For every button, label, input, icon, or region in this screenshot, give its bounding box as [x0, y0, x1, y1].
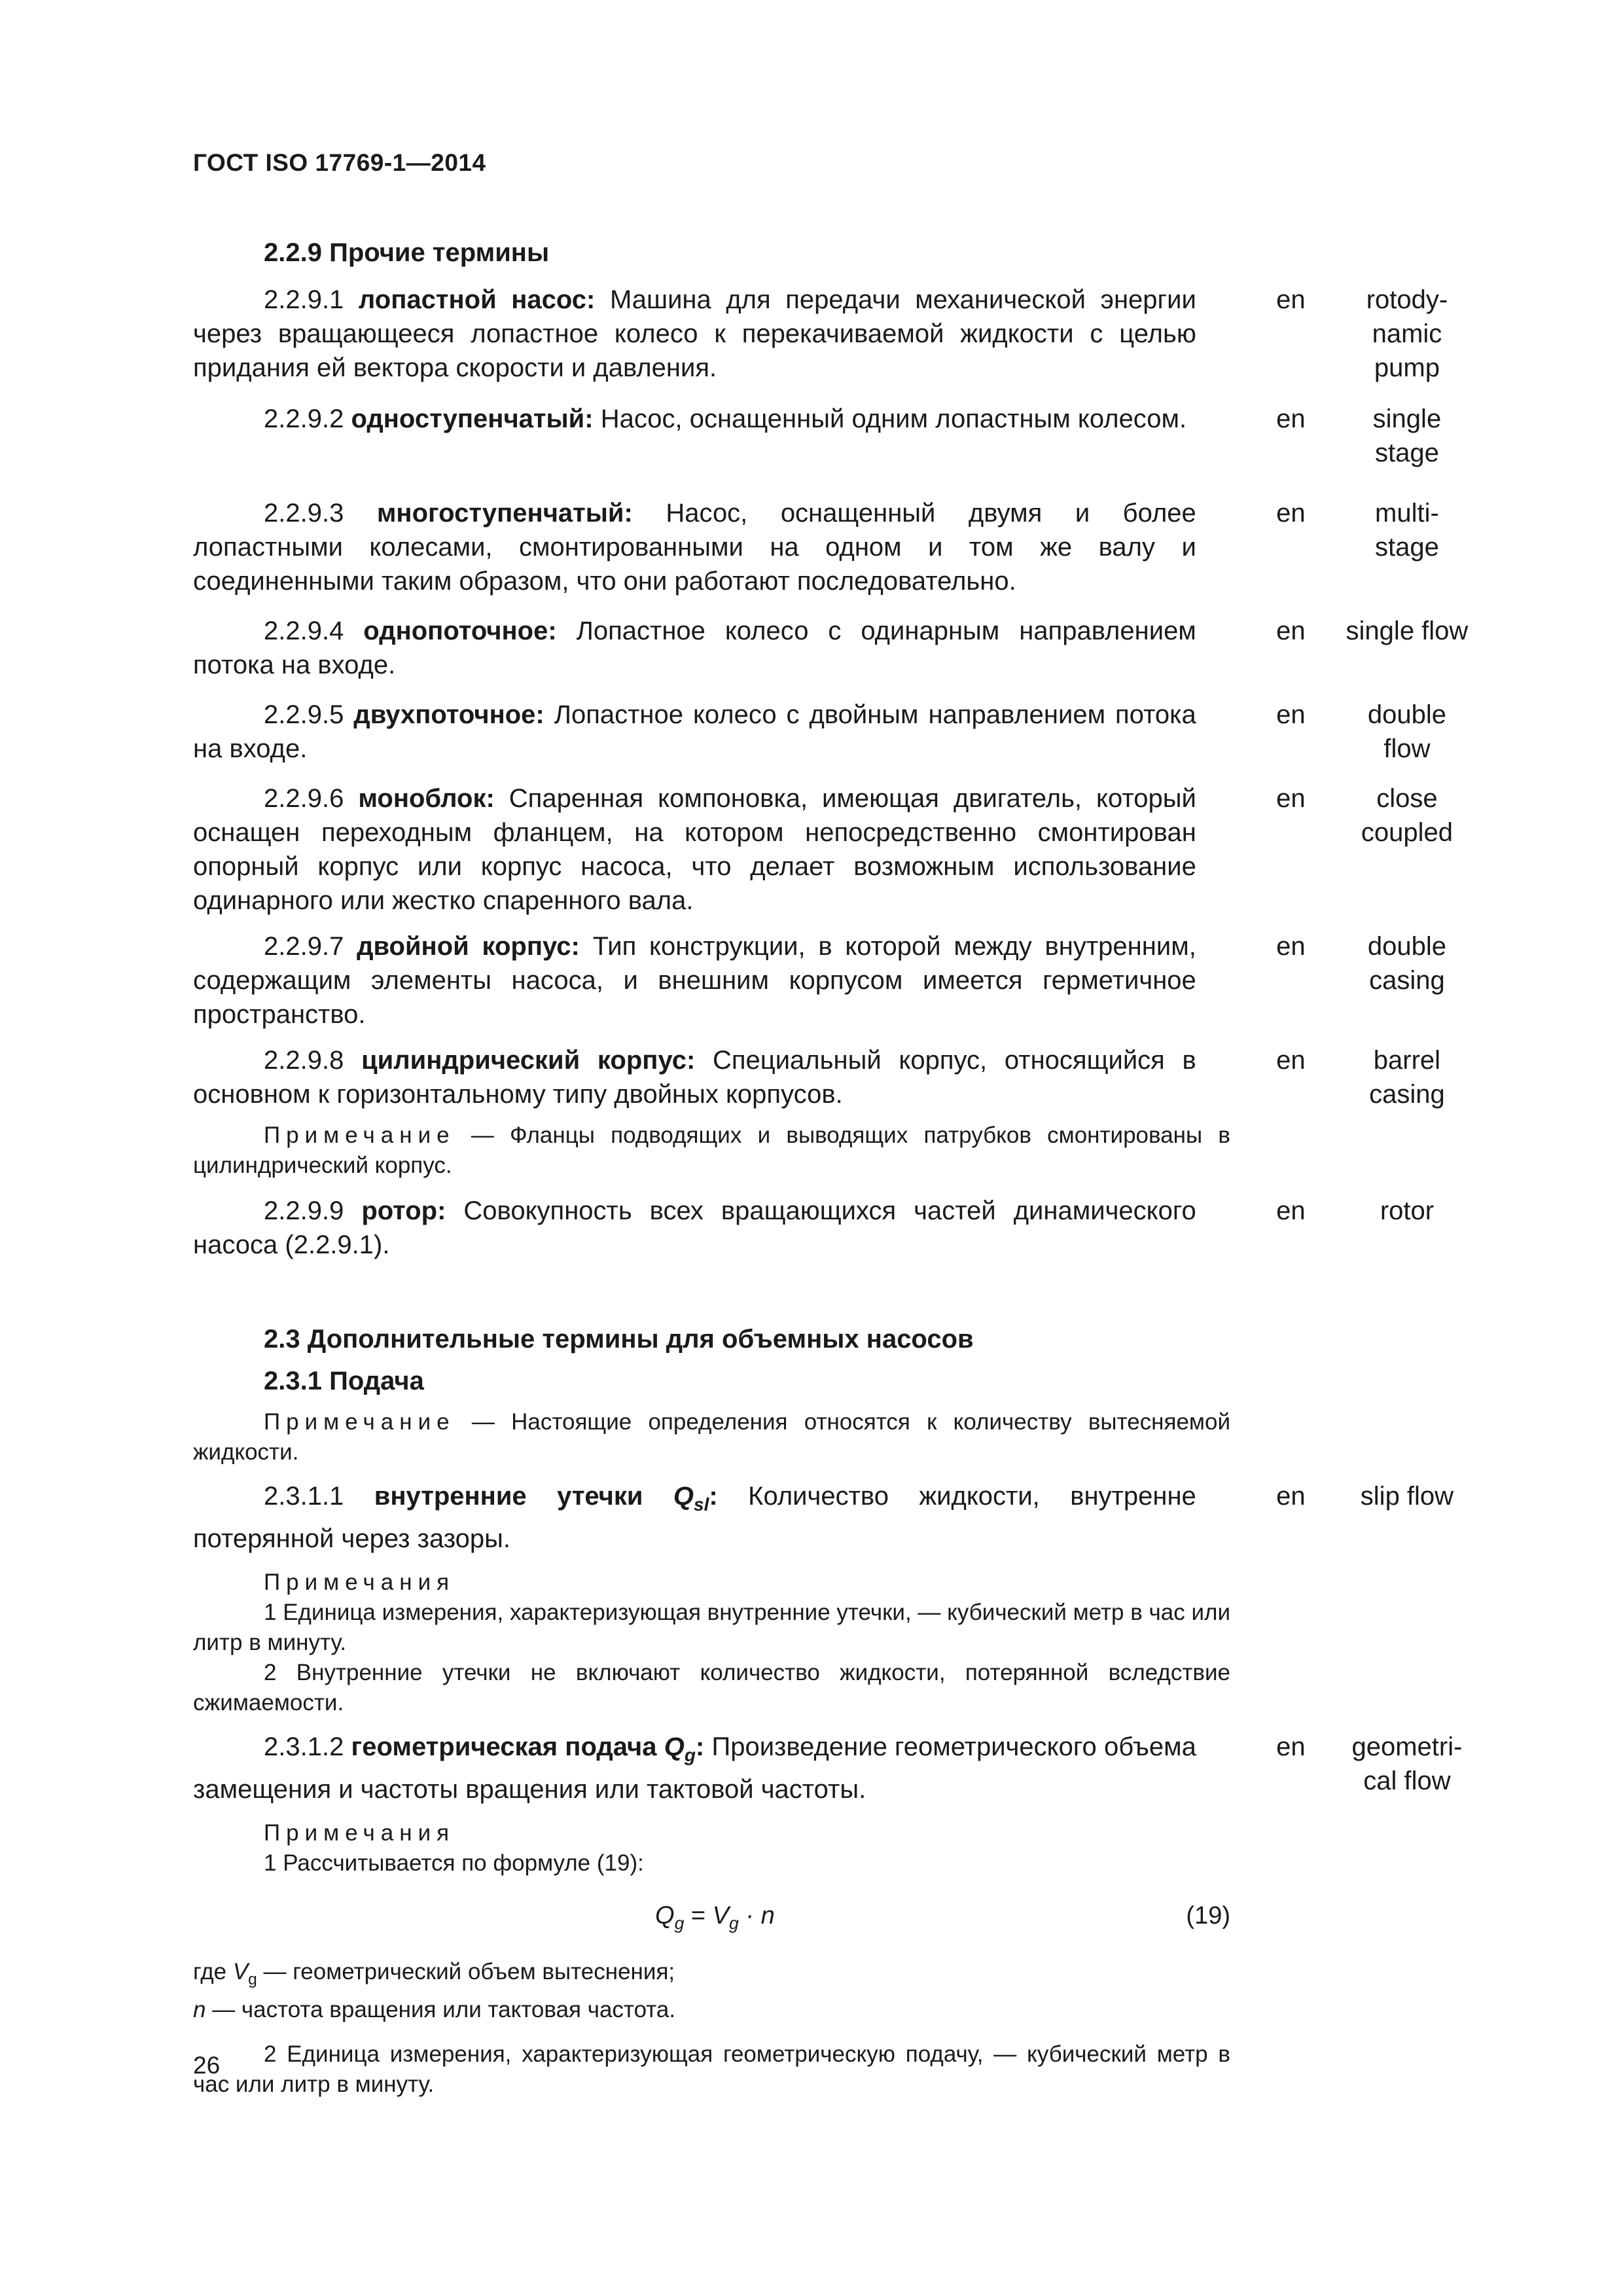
term-definition: Насос, оснащенный двумя и более лопастными колесами, смонтированными на одном и том же валу и соединенными таким образом, что они работают последовательно.: [193, 499, 1196, 596]
term-body: [193, 283, 1196, 385]
term-definition: Насос, оснащенный одним лопастным колесом.: [593, 404, 1187, 433]
term-lang: en: [1276, 1196, 1306, 1225]
note-item: 1 Рассчитывается по формуле (19):: [264, 1850, 644, 1876]
term-english: slip flow: [1360, 1482, 1454, 1511]
formula-rhs-sub: g: [729, 1913, 739, 1933]
term-definition: Специальный корпус, относящийся в основном к горизонтальному типу двойных корпусов.: [193, 1046, 1196, 1109]
term-row: [193, 698, 1502, 766]
term-body: [193, 1730, 1196, 1806]
term-definition: Совокупность всех вращающихся частей динамического насоса (2.2.9.1).: [193, 1196, 1196, 1259]
legend-line-2: [193, 1995, 1230, 2025]
term-english: geometri- cal flow: [1351, 1732, 1463, 1795]
term-name: моноблок:: [358, 784, 495, 813]
term-english: double flow: [1367, 700, 1446, 763]
formula-number: (19): [1186, 1902, 1230, 1929]
term-name: геометрическая подача: [351, 1732, 657, 1761]
term-symbol-sub: sl: [694, 1494, 709, 1515]
notes-label: Примечания: [264, 1820, 455, 1846]
term-number: 2.3.1.2: [264, 1732, 344, 1761]
term-colon: :: [709, 1482, 718, 1511]
term-colon: :: [695, 1732, 705, 1761]
term-row: [193, 283, 1502, 385]
formula-19: [193, 1898, 1230, 1937]
formula-lhs-sub: g: [674, 1913, 685, 1933]
term-2-3-1-2: [193, 1730, 1502, 1806]
notes-2-3-1-2: [193, 1818, 1230, 1878]
term-body: [193, 1043, 1196, 1111]
term-row: [193, 1043, 1502, 1111]
term-definition: Лопастное колесо с двойным направлением потока на входе.: [193, 700, 1196, 763]
note-item: 2 Внутренние утечки не включают количество жидкости, потерянной вследствие сжимаемости.: [193, 1660, 1230, 1715]
term-row: [193, 929, 1502, 1031]
term-number: 2.2.9.3: [264, 499, 344, 528]
legend-symbol: n: [193, 1997, 206, 2022]
term-english: close coupled: [1361, 784, 1453, 847]
term-body: [193, 781, 1196, 918]
term-name: многоступенчатый:: [376, 499, 633, 528]
term-row: [193, 781, 1502, 918]
legend-symbol-sub: g: [248, 1971, 257, 1988]
term-english: single flow: [1346, 617, 1469, 645]
legend-symbol: V: [232, 1959, 249, 1984]
note-item: 2 Единица измерения, характеризующая геометрическую подачу, — кубический метр в час или литр в минуту.: [193, 2041, 1230, 2097]
term-english: barrel casing: [1369, 1046, 1445, 1109]
term-number: 2.2.9.6: [264, 784, 344, 813]
note-2-3-1: [193, 1407, 1230, 1467]
term-number: 2.2.9.7: [264, 932, 344, 961]
term-definition: Спаренная компоновка, имеющая двигатель, который оснащен переходным фланцем, на котором непосредственно смонтирован опорный корпус или корпус насоса, что делает возможным использование одинарного или жестко спаренного вала.: [193, 784, 1196, 915]
section-heading-2-3-1: 2.3.1 Подача: [264, 1367, 424, 1395]
note-item: 1 Единица измерения, характеризующая внутренние утечки, — кубический метр в час или литр в минуту.: [193, 1600, 1231, 1655]
term-number: 2.2.9.2: [264, 404, 344, 433]
term-definition: Количество жидкости, внутренне потерянной через зазоры.: [193, 1482, 1196, 1553]
term-row: [193, 496, 1502, 598]
page-number: 26: [193, 2052, 221, 2079]
section-heading-2-3: 2.3 Дополнительные термины для объемных насосов: [264, 1325, 974, 1354]
term-lang: en: [1276, 784, 1306, 813]
term-english: rotody- namic pump: [1366, 285, 1448, 382]
formula-rhs: V: [712, 1902, 730, 1929]
term-row: [193, 402, 1502, 470]
term-symbol: Q: [664, 1732, 685, 1761]
term-name: лопастной насос:: [358, 285, 596, 314]
terms-list-2-2-9: [193, 283, 1502, 1111]
term-name: ротор:: [361, 1196, 446, 1225]
term-2-2-9-9: [193, 1194, 1502, 1262]
term-name: двойной корпус:: [357, 932, 580, 961]
note-text: — Фланцы подводящих и выводящих патрубков смонтированы в цилиндрический корпус.: [193, 1122, 1230, 1178]
page-content: [193, 236, 1502, 2100]
term-lang: en: [1276, 932, 1306, 961]
term-row: [193, 614, 1502, 682]
term-body: [193, 614, 1196, 682]
term-name: внутренние утечки: [374, 1482, 643, 1511]
term-english: multi- stage: [1375, 499, 1439, 562]
legend-line-1: [193, 1957, 1230, 1995]
legend-text: — частота вращения или тактовая частота.: [205, 1997, 676, 2022]
note-label: Примечание: [264, 1409, 455, 1435]
term-definition: Лопастное колесо с одинарным направлением потока на входе.: [193, 617, 1196, 679]
legend-prefix: где: [193, 1959, 233, 1984]
term-lang: en: [1276, 285, 1306, 314]
term-body: [193, 496, 1196, 598]
notes-2-3-1-1: [193, 1568, 1230, 1718]
legend-text: — геометрический объем вытеснения;: [257, 1959, 675, 1984]
term-lang: en: [1276, 1046, 1306, 1075]
term-body: [193, 698, 1196, 766]
term-name: цилиндрический корпус:: [361, 1046, 696, 1075]
formula-equals: =: [684, 1902, 713, 1929]
term-2-3-1-1: [193, 1479, 1502, 1556]
term-number: 2.2.9.9: [264, 1196, 344, 1225]
term-body: [193, 1194, 1196, 1262]
term-body: [193, 929, 1196, 1031]
term-english: single stage: [1372, 404, 1442, 467]
term-name: двухпоточное:: [353, 700, 544, 729]
term-body: [193, 1479, 1196, 1556]
formula-expression: [655, 1902, 775, 1934]
term-english: double casing: [1367, 932, 1446, 995]
term-number: 2.2.9.1: [264, 285, 344, 314]
term-lang: en: [1276, 617, 1306, 645]
term-definition: Тип конструкции, в которой между внутренним, содержащим элементы насоса, и внешним корпусом имеется герметичное пространство.: [193, 932, 1196, 1029]
section-heading-2-2-9: 2.2.9 Прочие термины: [264, 238, 550, 267]
document-header: ГОСТ ISO 17769-1—2014: [193, 149, 486, 176]
term-english: rotor: [1380, 1196, 1435, 1225]
note-label: Примечание: [264, 1122, 455, 1148]
term-definition: Произведение геометрического объема замещения и частоты вращения или тактовой частоты.: [193, 1732, 1196, 1804]
formula-lhs: Q: [655, 1902, 675, 1929]
term-number: 2.2.9.8: [264, 1046, 344, 1075]
term-lang: en: [1276, 1482, 1306, 1511]
term-lang: en: [1276, 404, 1306, 433]
term-name: однопоточное:: [363, 617, 557, 645]
term-name: одноступенчатый:: [351, 404, 594, 433]
term-symbol: Q: [673, 1482, 694, 1511]
note-2-2-9-8: [193, 1121, 1230, 1181]
notes-label: Примечания: [264, 1570, 455, 1595]
term-definition: Машина для передачи механической энергии через вращающееся лопастное колесо к перекачиваемой жидкости с целью придания ей вектора скорости и давления.: [193, 285, 1196, 382]
term-number: 2.3.1.1: [264, 1482, 344, 1511]
term-symbol-sub: g: [684, 1745, 696, 1765]
term-number: 2.2.9.4: [264, 617, 344, 645]
formula-rest: · n: [738, 1902, 775, 1929]
term-lang: en: [1276, 1732, 1306, 1761]
term-lang: en: [1276, 499, 1306, 528]
term-body: [193, 402, 1196, 436]
note-text: — Настоящие определения относятся к количеству вытесняемой жидкости.: [193, 1409, 1230, 1465]
term-lang: en: [1276, 700, 1306, 729]
formula-legend: [193, 1957, 1230, 2025]
term-number: 2.2.9.5: [264, 700, 344, 729]
